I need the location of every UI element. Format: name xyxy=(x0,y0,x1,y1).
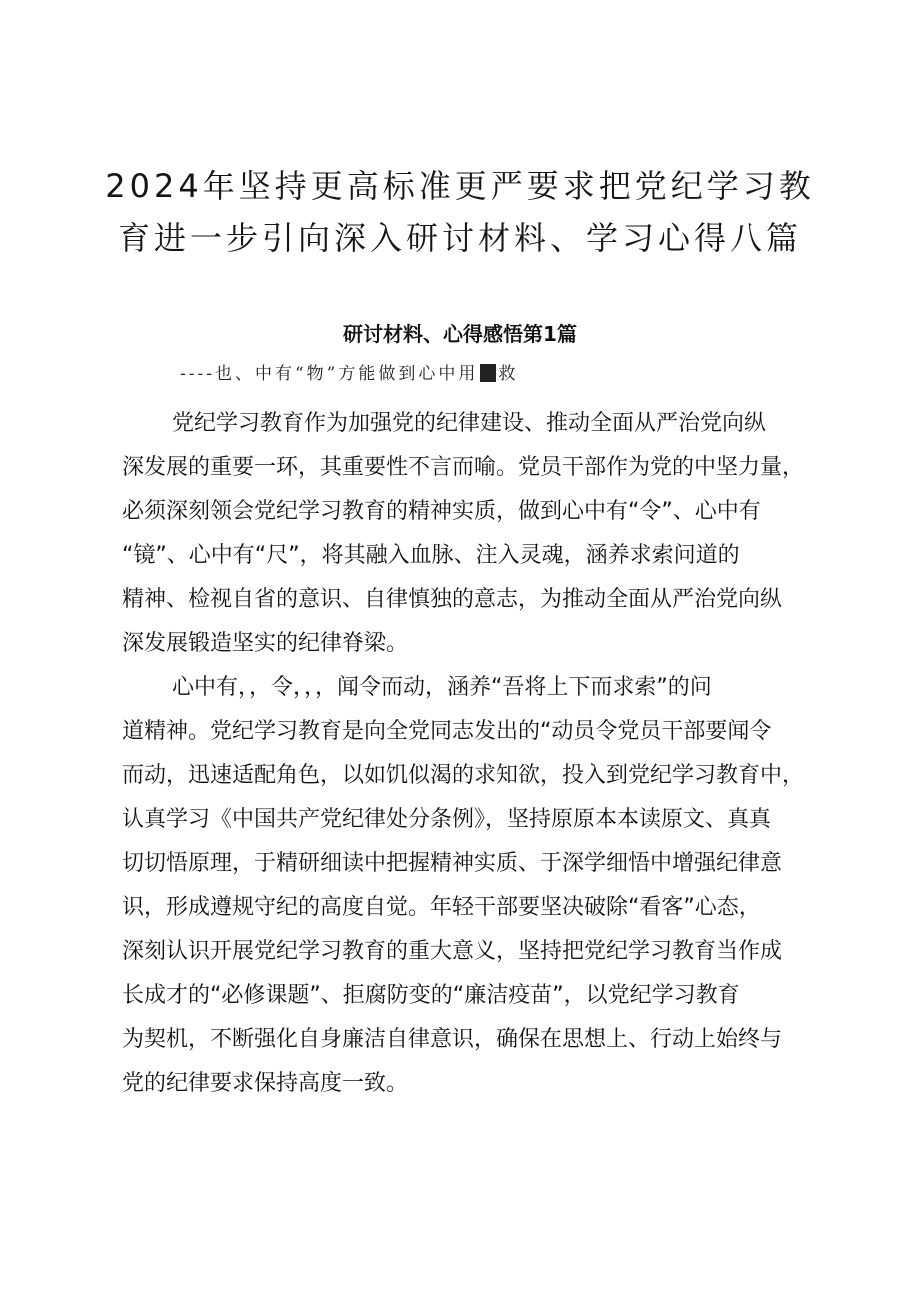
paragraph-2-line-2: 道精神。党纪学习教育是向全党同志发出的“动员令党员干部要闻令 xyxy=(122,719,772,744)
paragraph-1-line-5: 精神、检视自省的意识、自律慎独的意志，为推动全面从严治党向纵 xyxy=(122,587,783,612)
paragraph-1-line-6: 深发展锻造坚实的纪律脊梁。 xyxy=(122,631,409,656)
paragraph-1-line-1: 党纪学习教育作为加强党的纪律建设、推动全面从严治党向纵 xyxy=(172,411,767,436)
paragraph-2-line-8: 长成才的“必修课题”、拒腐防变的“廉洁疫苗”，以党纪学习教育 xyxy=(122,983,740,1008)
document-title-line-2: 育进一步引向深入研讨材料、学习心得八篇 xyxy=(117,219,802,257)
paragraph-2-line-9: 为契机，不断强化自身廉洁自律意识，确保在思想上、行动上始终与 xyxy=(122,1027,783,1052)
document-title-line-1: 2024年坚持更高标准更严要求把党纪学习教 xyxy=(105,167,815,205)
tagline-text-before: ----也、中有“物”方能做到心中用 xyxy=(180,364,479,384)
paragraph-1-line-4: “镜”、心中有“尺”，将其融入血脉、注入灵魂，涵养求索问道的 xyxy=(122,543,740,568)
paragraph-2-line-4: 认真学习《中国共产党纪律处分条例》，坚持原原本本读原文、真真 xyxy=(122,807,772,832)
redaction-block xyxy=(480,364,496,382)
paragraph-2-line-7: 深刻认识开展党纪学习教育的重大意义，坚持把党纪学习教育当作成 xyxy=(122,939,783,964)
paragraph-1-line-3: 必须深刻领会党纪学习教育的精神实质，做到心中有“令”、心中有 xyxy=(122,499,761,524)
paragraph-2-line-3: 而动，迅速适配角色，以如饥似渴的求知欲，投入到党纪学习教育中， xyxy=(122,763,805,788)
paragraph-2-line-5: 切切悟原理，于精研细读中把握精神实质、于深学细悟中增强纪律意 xyxy=(122,851,783,876)
paragraph-2-line-6: 识，形成遵规守纪的高度自觉。年轻干部要坚决破除“看客”心态， xyxy=(122,895,761,920)
section-tagline xyxy=(180,360,518,388)
tagline-text-after: 救 xyxy=(498,364,519,384)
paragraph-2-line-10: 党的纪律要求保持高度一致。 xyxy=(122,1071,409,1096)
paragraph-2-line-1: 心中有，，令，，，闻令而动，涵养“吾将上下而求索”的问 xyxy=(172,675,712,700)
paragraph-1-line-2: 深发展的重要一环，其重要性不言而喻。党员干部作为党的中坚力量， xyxy=(122,455,805,480)
section-subtitle: 研讨材料、心得感悟第1篇 xyxy=(343,322,577,346)
